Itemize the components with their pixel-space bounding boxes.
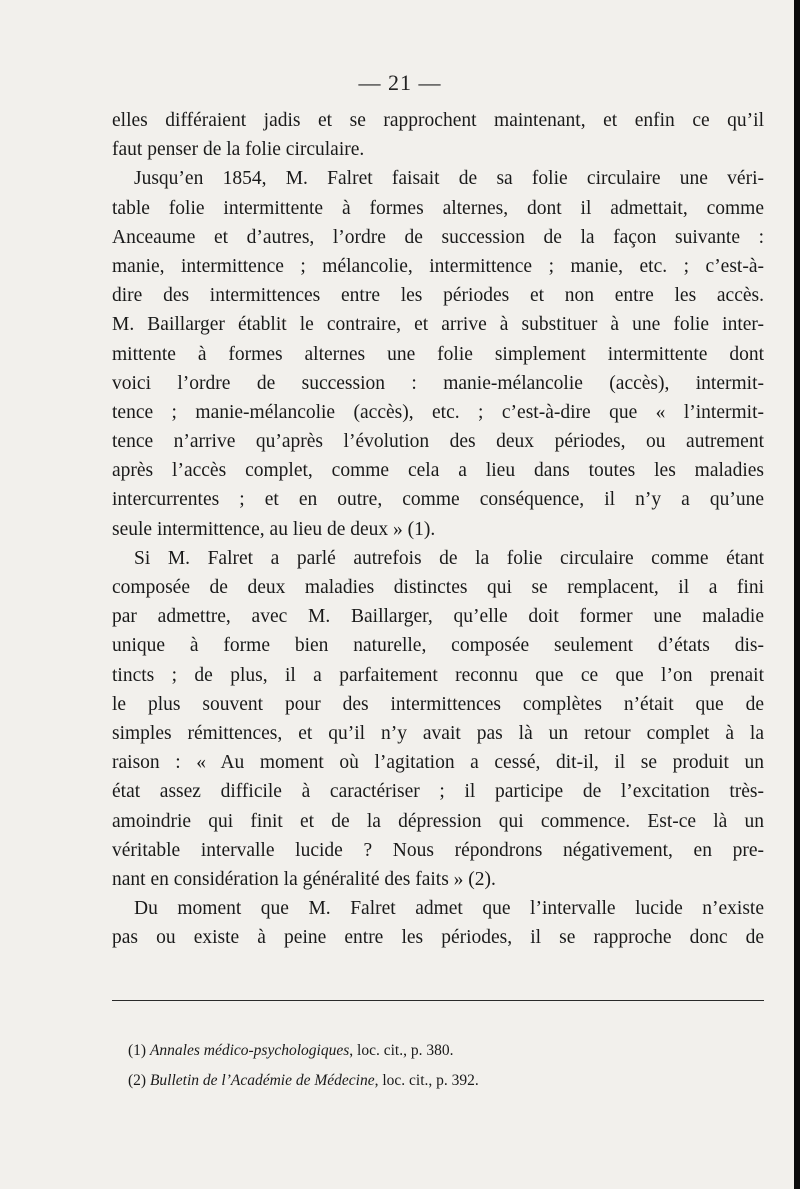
text-line: seule intermittence, au lieu de deux » (1).	[112, 518, 436, 540]
text-line: Jusqu’en 1854, M. Falret faisait de sa folie circulaire une véri-	[134, 168, 764, 190]
footnote-reference: , loc. cit., p. 392.	[374, 1072, 479, 1089]
text-line: nant en considération la généralité des faits » (2).	[112, 868, 496, 890]
text-line: tincts ; de plus, il a parfaitement reconnu que ce que l’on prenait	[112, 664, 764, 686]
text-line: faut penser de la folie circulaire.	[112, 139, 365, 161]
footnote-source: Annales médico-psychologiques	[149, 1042, 350, 1059]
text-line: M. Baillarger établit le contraire, et arrive à substituer à une folie inter-	[112, 314, 764, 336]
text-line: raison : « Au moment où l’agitation a cessé, dit-il, il se produit un	[112, 752, 764, 774]
scan-edge	[794, 0, 800, 1189]
text-line: table folie intermittente à formes alternes, dont il admettait, comme	[112, 197, 764, 219]
text-line: simples rémittences, et qu’il n’y avait pas là un retour complet à la	[112, 722, 764, 744]
text-line: dire des intermittences entre les périodes et non entre les accès.	[112, 285, 764, 307]
text-line: intercurrentes ; et en outre, comme conséquence, il n’y a qu’une	[112, 489, 764, 511]
text-line: après l’accès complet, comme cela a lieu dans toutes les maladies	[112, 460, 764, 482]
text-line: Du moment que M. Falret admet que l’intervalle lucide n’existe	[134, 898, 764, 920]
text-line: elles différaient jadis et se rapprochent maintenant, et enfin ce qu’il	[112, 110, 764, 131]
page-number: — 21 —	[358, 70, 442, 95]
footnote-source: Bulletin de l’Académie de Médecine	[149, 1072, 375, 1089]
text-line: pas ou existe à peine entre les périodes, il se rapproche donc de	[112, 927, 764, 949]
text-line: véritable intervalle lucide ? Nous répondrons négativement, en pre-	[112, 839, 764, 861]
text-line: tence ; manie-mélancolie (accès), etc. ; c’est-à-dire que « l’intermit-	[112, 401, 764, 423]
footnote-rule	[112, 1000, 764, 1001]
text-line: unique à forme bien naturelle, composée seulement d’états dis-	[112, 635, 764, 657]
footnote-reference: , loc. cit., p. 380.	[349, 1042, 454, 1059]
footnote-marker: (1)	[128, 1042, 147, 1059]
text-line: amoindrie qui finit et de la dépression qui commence. Est-ce là un	[112, 810, 764, 832]
text-line: manie, intermittence ; mélancolie, intermittence ; manie, etc. ; c’est-à-	[112, 255, 764, 277]
text-line: composée de deux maladies distinctes qui se remplacent, il a fini	[112, 577, 764, 598]
footnote-marker: (2)	[128, 1072, 147, 1089]
body-text	[112, 106, 764, 952]
text-line: tence n’arrive qu’après l’évolution des deux périodes, ou autrement	[112, 431, 764, 453]
text-line: état assez difficile à caractériser ; il participe de l’excitation très-	[112, 781, 764, 803]
text-line: Anceaume et d’autres, l’ordre de succession de la façon suivante :	[112, 226, 764, 248]
text-line: voici l’ordre de succession : manie-mélancolie (accès), intermit-	[112, 372, 764, 394]
footnote	[128, 1066, 748, 1096]
text-line: Si M. Falret a parlé autrefois de la folie circulaire comme étant	[134, 547, 764, 569]
text-line: mittente à formes alternes une folie simplement intermittente dont	[112, 343, 764, 365]
footnote	[128, 1036, 748, 1066]
footnotes	[128, 1036, 748, 1096]
text-line: le plus souvent pour des intermittences complètes n’était que de	[112, 693, 764, 715]
text-line: par admettre, avec M. Baillarger, qu’elle doit former une maladie	[112, 606, 764, 628]
